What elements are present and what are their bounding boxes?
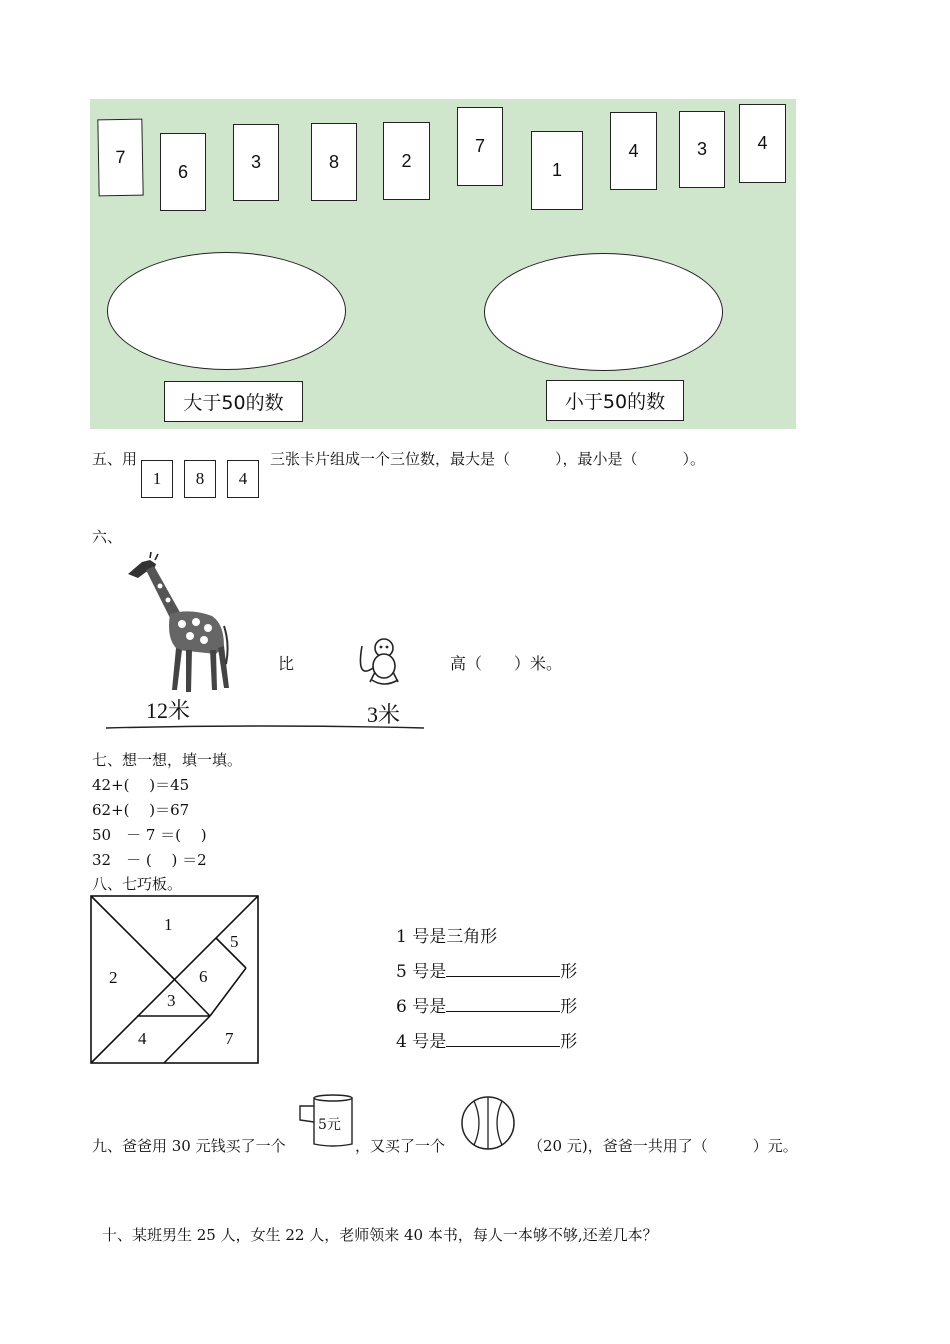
q8-title: 八、七巧板。 [92,875,183,893]
left-oval [107,252,346,370]
monkey-icon [348,636,410,692]
number-card: 7 [457,107,503,186]
monkey-height-label: 3米 [367,702,401,727]
shape-suffix: 形 [560,962,578,982]
giraffe-icon [120,552,240,697]
answer-blank[interactable] [446,997,560,1012]
q7-item: 42+( )＝45 [92,776,190,794]
number-card: 6 [160,133,206,211]
q9-middle: ，又买了一个 [355,1137,446,1155]
shape-prefix: 4 号是 [396,1032,447,1052]
card-4: 4 [227,460,259,498]
basketball-icon [460,1095,516,1151]
q6-tail: 高（ ）米。 [450,654,563,673]
shape-prefix: 6 号是 [396,997,447,1017]
q9-prefix: 九、爸爸用 30 元钱买了一个 [92,1137,286,1155]
card-1: 1 [141,460,173,498]
q10-text: 十、某班男生 25 人，女生 22 人，老师领来 40 本书，每人一本够不够,还差几本？ [102,1226,658,1244]
shape-prefix: 5 号是 [396,962,447,982]
ground-line [104,722,426,732]
tangram-piece-6: 6 [199,967,208,986]
tangram-piece-1: 1 [164,915,173,934]
number-card: 2 [383,122,430,200]
q5-text: 三张卡片组成一个三位数，最大是（ ），最小是（ ）。 [270,450,706,468]
tangram-piece-3: 3 [167,991,176,1010]
q7-item: 32 － ( ) ＝2 [92,851,207,869]
giraffe-height-label: 12米 [146,698,191,723]
card-8: 8 [184,460,216,498]
number-card: 7 [97,119,143,197]
tangram-piece-2: 2 [109,968,118,987]
shape-question-6 [396,992,577,1017]
answer-blank[interactable] [446,962,560,977]
q7-title: 七、想一想，填一填。 [92,751,243,769]
number-card: 1 [531,131,583,210]
answer-blank[interactable] [446,1032,560,1047]
right-oval [484,253,723,371]
cup-price-label: 5元 [318,1117,341,1133]
shape-question-5 [396,957,577,982]
shape-suffix: 形 [560,1032,578,1052]
q5-prefix: 五、用 [92,450,138,468]
greater-than-50-label: 大于50的数 [164,381,303,422]
compare-word: 比 [278,654,295,673]
number-sorting-panel [90,99,796,429]
shape-suffix: 形 [560,997,578,1017]
q9-suffix: （20 元)，爸爸一共用了（ ）元。 [528,1137,798,1155]
tangram-piece-7: 7 [225,1029,234,1048]
number-card: 3 [233,124,279,201]
shape-statement-1: 1 号是三角形 [396,927,498,947]
q7-item: 62+( )＝67 [92,801,190,819]
number-card: 4 [739,104,786,183]
tangram-piece-4: 4 [138,1029,147,1048]
number-card: 3 [679,111,725,188]
q7-item: 50 － 7 ＝( ) [92,826,207,844]
less-than-50-label: 小于50的数 [546,380,684,421]
number-card: 4 [610,112,657,190]
number-card: 8 [311,123,357,201]
shape-question-4 [396,1027,577,1052]
q6-title: 六、 [92,528,123,546]
tangram-piece-5: 5 [230,932,239,951]
